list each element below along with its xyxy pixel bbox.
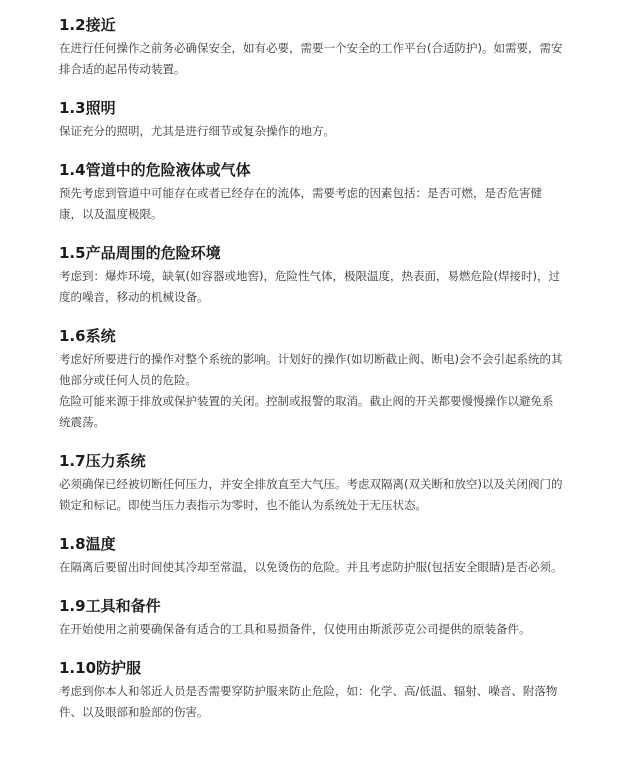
section-pressure-system <box>59 450 564 516</box>
section-heading: 1.3照明 <box>59 99 116 117</box>
section-hazardous-environment <box>59 242 564 308</box>
section-tools-spares <box>59 595 564 640</box>
section-heading: 1.6系统 <box>59 327 116 345</box>
section-heading: 1.5产品周围的危险环境 <box>59 244 221 262</box>
section-paragraph: 考虑到：爆炸环境，缺氧(如容器或地窖)，危险性气体，极限温度，热表面，易燃危险(焊接时)，过度的噪音，移动的机械设备。 <box>59 269 560 304</box>
section-paragraph: 考虑好所要进行的操作对整个系统的影响。计划好的操作(如切断截止阀、断电)会不会引起系统的其他部分或任何人员的危险。 <box>59 352 563 387</box>
section-paragraph: 在进行任何操作之前务必确保安全，如有必要，需要一个安全的工作平台(合适防护)。如需要，需安排合适的起吊传动装置。 <box>59 41 563 76</box>
section-lighting <box>59 97 564 142</box>
section-temperature <box>59 533 564 578</box>
section-heading: 1.7压力系统 <box>59 452 146 470</box>
section-protective-clothing <box>59 657 564 723</box>
section-paragraph: 危险可能来源于排放或保护装置的关闭。控制或报警的取消。截止阀的开关都要慢慢操作以避免系统震荡。 <box>59 394 554 429</box>
section-hazardous-fluids <box>59 159 564 225</box>
section-system <box>59 325 564 433</box>
document-body <box>59 14 564 740</box>
section-heading: 1.4管道中的危险液体或气体 <box>59 161 251 179</box>
section-heading: 1.2接近 <box>59 16 116 34</box>
section-paragraph: 在开始使用之前要确保备有适合的工具和易损备件，仅使用由斯派莎克公司提供的原装备件。 <box>59 622 531 636</box>
section-paragraph: 必须确保已经被切断任何压力，并安全排放直至大气压。考虑双隔离(双关断和放空)以及关闭阀门的锁定和标记。即使当压力表指示为零时，也不能认为系统处于无压状态。 <box>59 477 563 512</box>
section-access <box>59 14 564 80</box>
section-heading: 1.10防护服 <box>59 659 142 677</box>
section-heading: 1.9工具和备件 <box>59 597 161 615</box>
section-paragraph: 考虑到你本人和邻近人员是否需要穿防护服来防止危险，如：化学、高/低温、辐射、噪音、附落物件、以及眼部和脸部的伤害。 <box>59 684 558 719</box>
section-paragraph: 保证充分的照明，尤其是进行细节或复杂操作的地方。 <box>59 124 335 138</box>
section-paragraph: 在隔离后要留出时间使其冷却至常温，以免烫伤的危险。并且考虑防护服(包括安全眼睛)是否必须。 <box>59 560 563 574</box>
section-heading: 1.8温度 <box>59 535 116 553</box>
section-paragraph: 预先考虑到管道中可能存在或者已经存在的流体，需要考虑的因素包括：是否可燃，是否危害健康，以及温度极限。 <box>59 186 542 221</box>
